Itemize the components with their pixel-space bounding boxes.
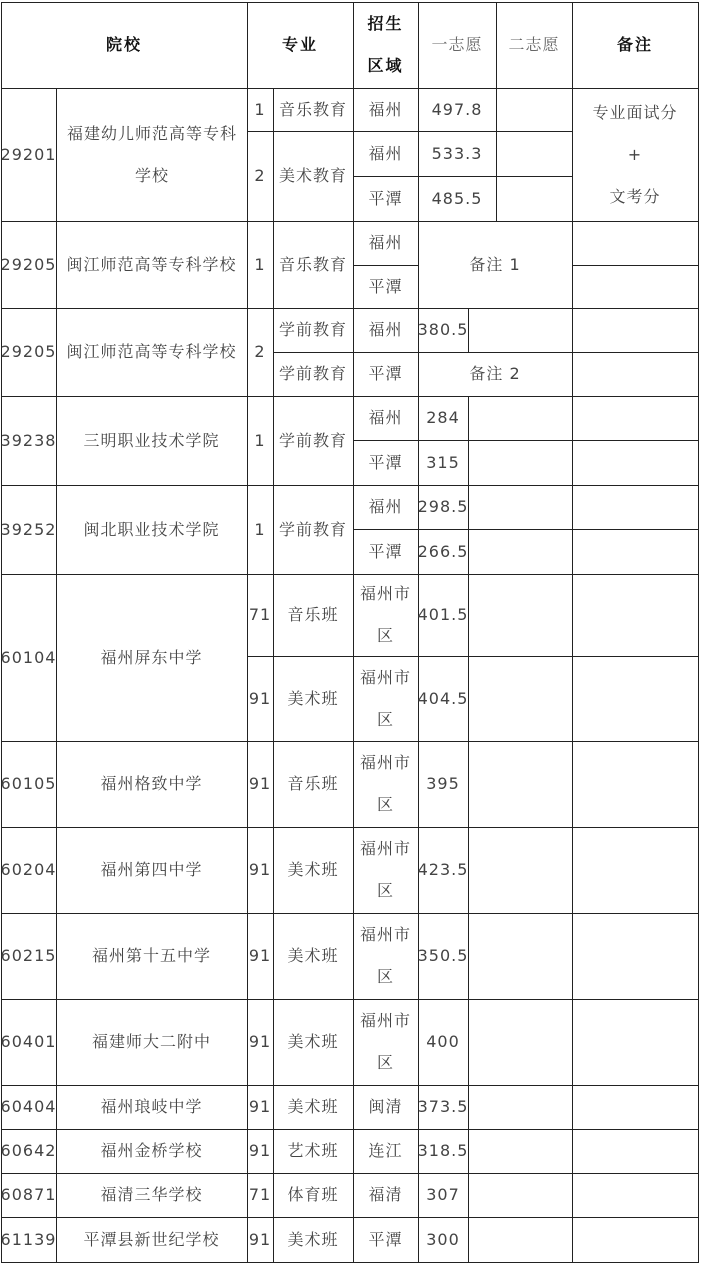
num-cell: 91	[248, 860, 272, 879]
num-cell: 91	[248, 688, 272, 708]
major-cell: 美术班	[287, 1032, 339, 1051]
num-cell: 2	[254, 166, 266, 185]
region-line: 福州市	[359, 839, 411, 858]
remark-line: 专业面试分	[592, 102, 678, 122]
num-cell: 1	[254, 430, 266, 450]
first-choice-cell: 404.5	[417, 688, 469, 708]
region-line: 福州市	[359, 925, 411, 944]
first-choice-cell: 373.5	[417, 1097, 469, 1116]
region-line: 区	[376, 709, 394, 729]
region-line: 福州市	[359, 667, 411, 687]
major-cell: 音乐班	[287, 605, 339, 624]
code-cell: 29205	[0, 254, 57, 274]
num-cell: 1	[254, 99, 266, 119]
school-cell: 福州第十五中学	[91, 946, 211, 965]
region-line: 区	[376, 626, 394, 645]
remark-line: 文考分	[609, 186, 661, 206]
first-choice-cell: 284	[426, 408, 460, 427]
school-cell: 福州屏东中学	[100, 647, 203, 667]
major-cell: 音乐教育	[278, 254, 347, 274]
code-cell: 60404	[0, 1097, 57, 1116]
region-cell: 平潭	[368, 452, 403, 472]
region-cell: 连江	[368, 1141, 403, 1160]
region-line: 区	[376, 795, 394, 814]
school-cell: 福建师大二附中	[91, 1032, 211, 1051]
code-cell: 60104	[0, 647, 57, 667]
school-cell: 福州格致中学	[100, 774, 203, 793]
code-cell: 60105	[0, 774, 57, 793]
region-cell	[353, 827, 418, 913]
major-cell: 音乐班	[287, 774, 339, 793]
header-first-choice: 一志愿	[431, 35, 483, 54]
num-cell: 71	[248, 605, 272, 624]
region-cell: 福州	[368, 233, 403, 252]
region-cell	[353, 656, 418, 741]
first-choice-cell: 497.8	[431, 99, 483, 119]
school-cell: 福州琅岐中学	[100, 1097, 203, 1116]
num-cell: 1	[254, 254, 266, 274]
school-cell: 福州金桥学校	[100, 1141, 203, 1160]
region-cell: 平潭	[368, 276, 403, 296]
num-cell: 91	[248, 1032, 272, 1051]
note-cell: 备注 2	[469, 364, 521, 383]
region-cell: 平潭	[368, 364, 403, 383]
region-line: 区	[376, 967, 394, 986]
num-cell: 91	[248, 1097, 272, 1116]
code-cell: 39238	[0, 430, 57, 450]
remark-line: +	[627, 144, 643, 164]
major-cell: 美术班	[287, 1229, 339, 1249]
region-line: 福州市	[359, 753, 411, 772]
row-line-29205a-mid-remark	[572, 265, 699, 266]
code-cell: 61139	[0, 1229, 57, 1249]
num-cell: 91	[248, 946, 272, 965]
region-line: 福州市	[359, 584, 411, 603]
num-cell: 71	[248, 1185, 272, 1204]
region-cell: 平潭	[368, 1229, 403, 1249]
first-choice-cell: 401.5	[417, 605, 469, 624]
first-choice-cell: 315	[426, 452, 460, 472]
school-cell: 福州第四中学	[100, 860, 203, 879]
code-cell: 60401	[0, 1032, 57, 1051]
remark-cell	[572, 88, 698, 221]
region-cell: 福州	[368, 497, 403, 516]
school-cell: 福清三华学校	[100, 1185, 203, 1204]
region-cell: 福州	[368, 143, 403, 163]
num-cell: 1	[254, 519, 266, 539]
school-cell: 福建幼儿师范高等专科学校	[66, 123, 237, 185]
first-choice-cell: 298.5	[417, 497, 469, 516]
region-line: 区	[376, 1053, 394, 1072]
school-cell: 闽江师范高等专科学校	[66, 342, 237, 361]
major-cell: 学前教育	[278, 320, 347, 339]
border-bottom	[1, 1262, 699, 1263]
first-choice-cell: 307	[426, 1185, 460, 1204]
code-cell: 39252	[0, 519, 57, 539]
border-right	[698, 2, 699, 1263]
region-cell	[353, 999, 418, 1085]
note-cell: 备注 1	[469, 254, 521, 274]
major-cell: 美术班	[287, 860, 339, 879]
major-cell: 艺术班	[287, 1141, 339, 1160]
region-cell: 闽清	[368, 1097, 403, 1116]
first-choice-cell: 380.5	[417, 320, 469, 339]
region-cell: 福州	[368, 320, 403, 339]
first-choice-cell: 533.3	[431, 143, 483, 163]
code-cell: 60204	[0, 860, 57, 879]
num-cell: 91	[248, 1229, 272, 1249]
region-cell: 福州	[368, 408, 403, 427]
major-cell: 美术班	[287, 1097, 339, 1116]
school-cell: 闽江师范高等专科学校	[66, 254, 237, 274]
school-cell: 三明职业技术学院	[83, 430, 220, 450]
header-region	[353, 2, 418, 88]
region-line: 区	[376, 881, 394, 900]
major-cell: 美术教育	[278, 166, 347, 185]
region-cell: 平潭	[368, 188, 403, 208]
major-cell: 学前教育	[278, 519, 347, 539]
region-cell	[353, 913, 418, 999]
first-choice-cell: 400	[426, 1032, 460, 1051]
num-cell: 2	[254, 342, 266, 361]
code-cell: 29201	[0, 144, 57, 164]
region-cell: 福州	[368, 99, 403, 119]
num-cell: 91	[248, 1141, 272, 1160]
major-cell: 学前教育	[278, 364, 347, 383]
code-cell: 29205	[0, 342, 57, 361]
school-cell: 闽北职业技术学院	[83, 519, 220, 539]
major-cell: 音乐教育	[278, 99, 347, 119]
code-cell: 60215	[0, 946, 57, 965]
region-cell: 平潭	[368, 541, 403, 561]
header-remark: 备注	[616, 35, 653, 54]
first-choice-cell: 485.5	[431, 188, 483, 208]
header-school: 院校	[105, 35, 142, 54]
num-cell: 91	[248, 774, 272, 793]
region-cell: 福清	[368, 1185, 403, 1204]
school-cell: 平潭县新世纪学校	[83, 1229, 220, 1249]
first-choice-cell: 266.5	[417, 541, 469, 561]
major-cell: 学前教育	[278, 430, 347, 450]
header-major: 专业	[281, 35, 318, 54]
first-choice-cell: 350.5	[417, 946, 469, 965]
header-second-choice: 二志愿	[508, 35, 560, 54]
header-region-line1: 招生	[367, 14, 404, 33]
code-cell: 60871	[0, 1185, 57, 1204]
region-cell	[353, 741, 418, 827]
major-cell: 体育班	[287, 1185, 339, 1204]
major-cell: 美术班	[287, 946, 339, 965]
header-region-line2: 区域	[367, 56, 404, 75]
region-cell	[353, 574, 418, 656]
first-choice-cell: 300	[426, 1229, 460, 1249]
first-choice-cell: 318.5	[417, 1141, 469, 1160]
first-choice-cell: 395	[426, 774, 460, 793]
major-cell: 美术班	[287, 688, 339, 708]
region-line: 福州市	[359, 1011, 411, 1030]
first-choice-cell: 423.5	[417, 860, 469, 879]
code-cell: 60642	[0, 1141, 57, 1160]
